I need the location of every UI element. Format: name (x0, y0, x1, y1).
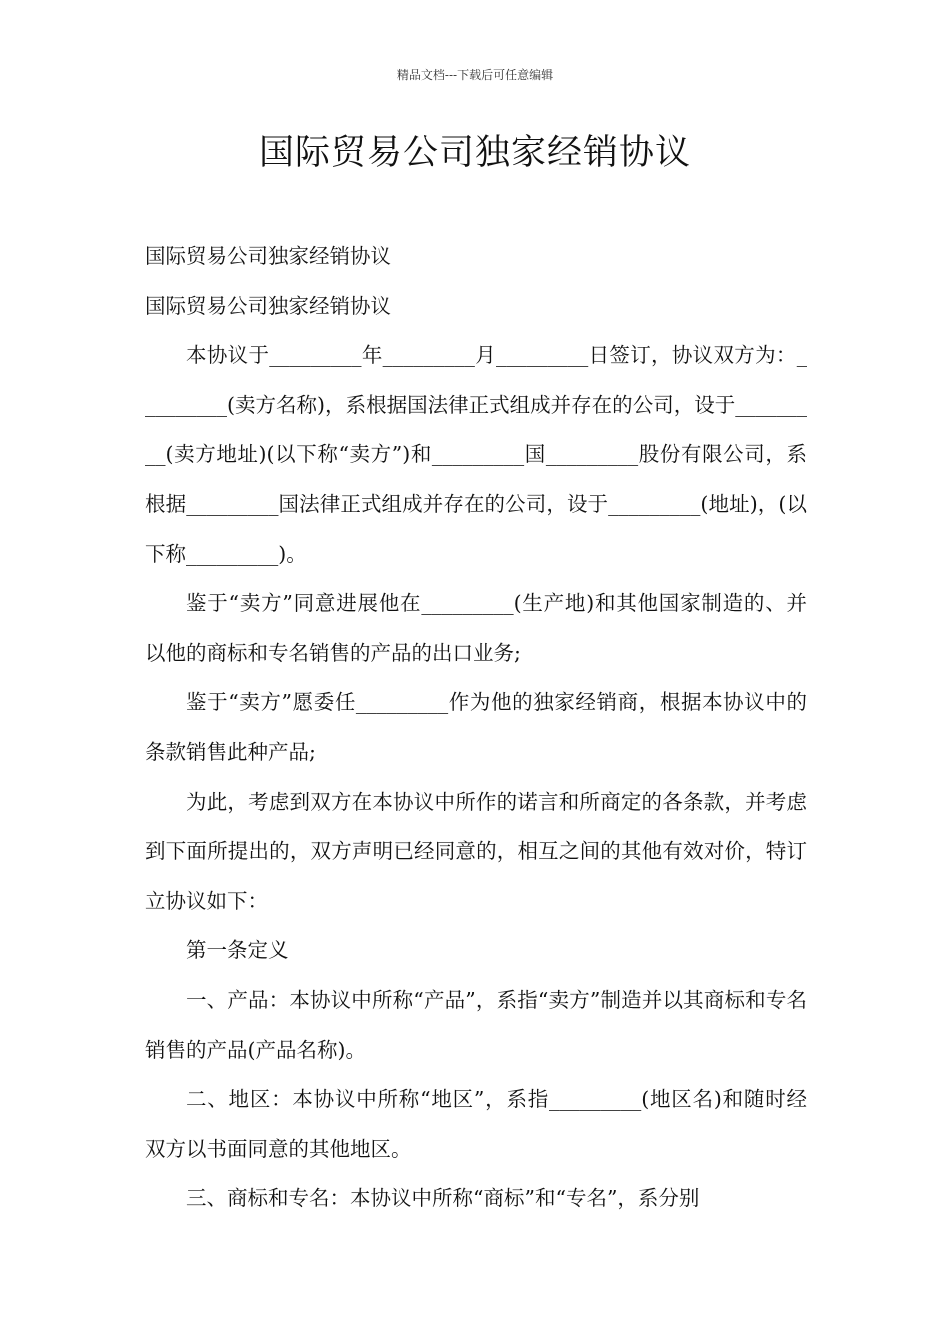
clause-paragraph: 二、地区：本协议中所称“地区”，系指_________(地区名)和随时经双方以书面同意的其他地区。 (145, 1087, 807, 1161)
article-heading: 第一条定义 (186, 938, 289, 963)
consideration-paragraph: 为此，考虑到双方在本协议中所作的诺言和所商定的各条款，并考虑到下面所提出的，双方声明已经同意的，相互之间的其他有效对价，特订立协议如下： (145, 789, 807, 913)
subtitle-line: 国际贸易公司独家经销协议 (145, 293, 391, 318)
clause-paragraph: 一、产品：本协议中所称“产品”，系指“卖方”制造并以其商标和专名销售的产品(产品名称)。 (145, 987, 807, 1062)
document-title: 国际贸易公司独家经销协议 (258, 133, 691, 173)
document-body (145, 232, 807, 1224)
recital-paragraph: 鉴于“卖方”愿委任_________作为他的独家经销商，根据本协议中的条款销售此种产品; (145, 690, 807, 764)
parties-paragraph: 本协议于_________年_________月_________日签订，协议双方为：_________(卖方名称)，系根据国法律正式组成并存在的公司，设于_________(卖方地址)(以下称“卖方”)和_________国_________股份有限公司，系根据_________国法律正式组成并存在的公司，设于_________(地址)，(以下称_________)。 (145, 343, 807, 566)
subtitle-line: 国际贸易公司独家经销协议 (145, 244, 391, 268)
clause-paragraph: 三、商标和专名：本协议中所称“商标”和“专名”，系分别 (186, 1186, 700, 1211)
recital-paragraph: 鉴于“卖方”同意进展他在_________(生产地)和其他国家制造的、并以他的商标和专名销售的产品的出口业务; (145, 591, 807, 665)
header-note: 精品文档---下载后可任意编辑 (396, 68, 554, 82)
